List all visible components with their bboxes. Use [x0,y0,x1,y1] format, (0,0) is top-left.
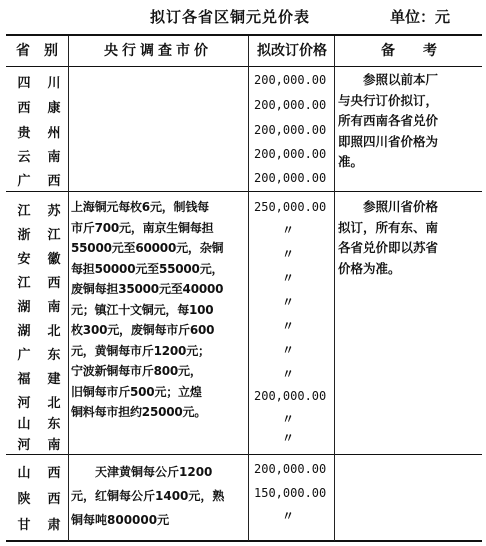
province-char: 西 [47,466,61,481]
ditto-mark: 〃 [282,247,295,261]
province-char: 西 [17,101,31,116]
table-top-rule [6,34,482,36]
remarks-line: 价格为准。 [338,260,401,276]
province-char: 河 [17,438,31,453]
province-char: 甘 [17,518,31,533]
survey-line: 铜料每市担约25000元。 [71,405,207,419]
province-char: 南 [47,438,61,453]
province-char: 肃 [47,518,61,533]
province-char: 西 [47,174,61,189]
survey-block [71,197,249,423]
province-char: 南 [47,150,61,165]
survey-line: 上海铜元每枚6元，制钱每 [71,200,209,214]
remarks-line: 即照四川省价格为 [338,133,439,149]
header-price: 拟改订价格 [257,43,327,59]
province-char: 浙 [17,228,31,243]
price-cell: 250,000.00 [254,200,327,214]
province-char: 江 [17,204,31,219]
price-cell: 200,000.00 [254,147,327,161]
survey-line: 元，红铜每公斤1400元，熟 [71,489,225,503]
province-char: 安 [17,252,31,267]
remarks-line: 拟订，所有东、南 [338,219,439,235]
price-cell: 200,000.00 [254,73,327,87]
survey-line: 枚300元，废铜每市斤600 [71,323,215,337]
title-row [0,4,486,30]
survey-line: 55000元至60000元，杂铜 [71,241,224,255]
province-char: 贵 [17,126,31,141]
survey-line: 旧铜每市斤500元；立煌 [71,384,202,399]
group1-bottom-rule [6,191,482,192]
remarks-block [338,197,483,279]
province-char: 徽 [47,252,61,267]
remarks-line: 准。 [338,154,364,169]
province-char: 湖 [17,324,31,339]
ditto-mark: 〃 [282,431,295,445]
survey-line: 铜每吨800000元 [71,513,170,527]
group2-bottom-rule [6,454,482,455]
province-char: 东 [47,348,61,363]
survey-line: 宁波新铜每市斤800元， [71,364,202,378]
province-char: 福 [17,372,31,387]
ditto-mark: 〃 [282,319,295,333]
province-char: 陕 [17,492,31,507]
province-char: 南 [47,300,61,315]
province-char: 河 [17,396,31,411]
province-char: 北 [47,324,61,339]
unit-label: 单位：元 [390,8,451,26]
ditto-mark: 〃 [282,295,295,309]
remarks-line: 所有西南各省兑价 [338,113,439,128]
price-cell: 200,000.00 [254,98,327,112]
province-char: 湖 [17,300,31,315]
province-char: 苏 [47,204,61,219]
province-char: 北 [47,396,61,411]
header-province: 省 别 [16,43,58,59]
price-cell: 200,000.00 [254,171,327,185]
header-remarks: 备 考 [381,43,437,59]
ditto-mark: 〃 [282,343,295,357]
price-cell: 200,000.00 [254,389,327,403]
column-divider [68,36,69,541]
price-cell: 150,000.00 [254,486,327,500]
province-char: 四 [17,76,31,91]
header-survey: 央行调查市价 [104,43,212,59]
province-char: 云 [17,150,31,165]
province-char: 建 [47,372,61,387]
survey-block [71,460,249,532]
province-char: 广 [17,348,31,363]
remarks-line: 与央行订价拟订， [338,92,439,108]
survey-line: 元，黄铜每市斤1200元； [71,343,210,358]
province-char: 江 [47,228,61,243]
remarks-line: 参照川省价格 [338,199,439,214]
page-title: 拟订各省区铜元兑价表 [150,8,311,26]
remarks-line: 参照以前本厂 [338,72,439,87]
survey-line: 元；镇江十文铜元，每100 [71,302,214,317]
survey-line: 天津黄铜每公斤1200 [71,465,213,479]
survey-line: 市斤700元，南京生铜每担 [71,220,214,235]
survey-line: 废铜每担35000元至40000 [71,282,224,296]
province-char: 西 [47,276,61,291]
ditto-mark: 〃 [282,412,295,426]
province-char: 山 [17,417,31,432]
price-cell: 200,000.00 [254,462,327,476]
header-bottom-rule [6,66,482,67]
ditto-mark: 〃 [282,271,295,285]
column-divider [334,36,335,541]
province-char: 东 [47,417,61,432]
province-char: 康 [47,101,61,116]
province-char: 广 [17,174,31,189]
ditto-mark: 〃 [282,367,295,381]
province-char: 川 [47,76,61,91]
table-bottom-rule [6,540,482,542]
survey-line: 每担50000元至55000元， [71,261,224,276]
remarks-line: 各省兑价即以苏省 [338,240,439,255]
remarks-block [338,70,483,173]
province-char: 山 [17,466,31,481]
province-char: 州 [47,126,61,141]
province-char: 西 [47,492,61,507]
ditto-mark: 〃 [282,223,295,237]
province-char: 江 [17,276,31,291]
ditto-mark: 〃 [282,509,295,523]
price-cell: 200,000.00 [254,123,327,137]
